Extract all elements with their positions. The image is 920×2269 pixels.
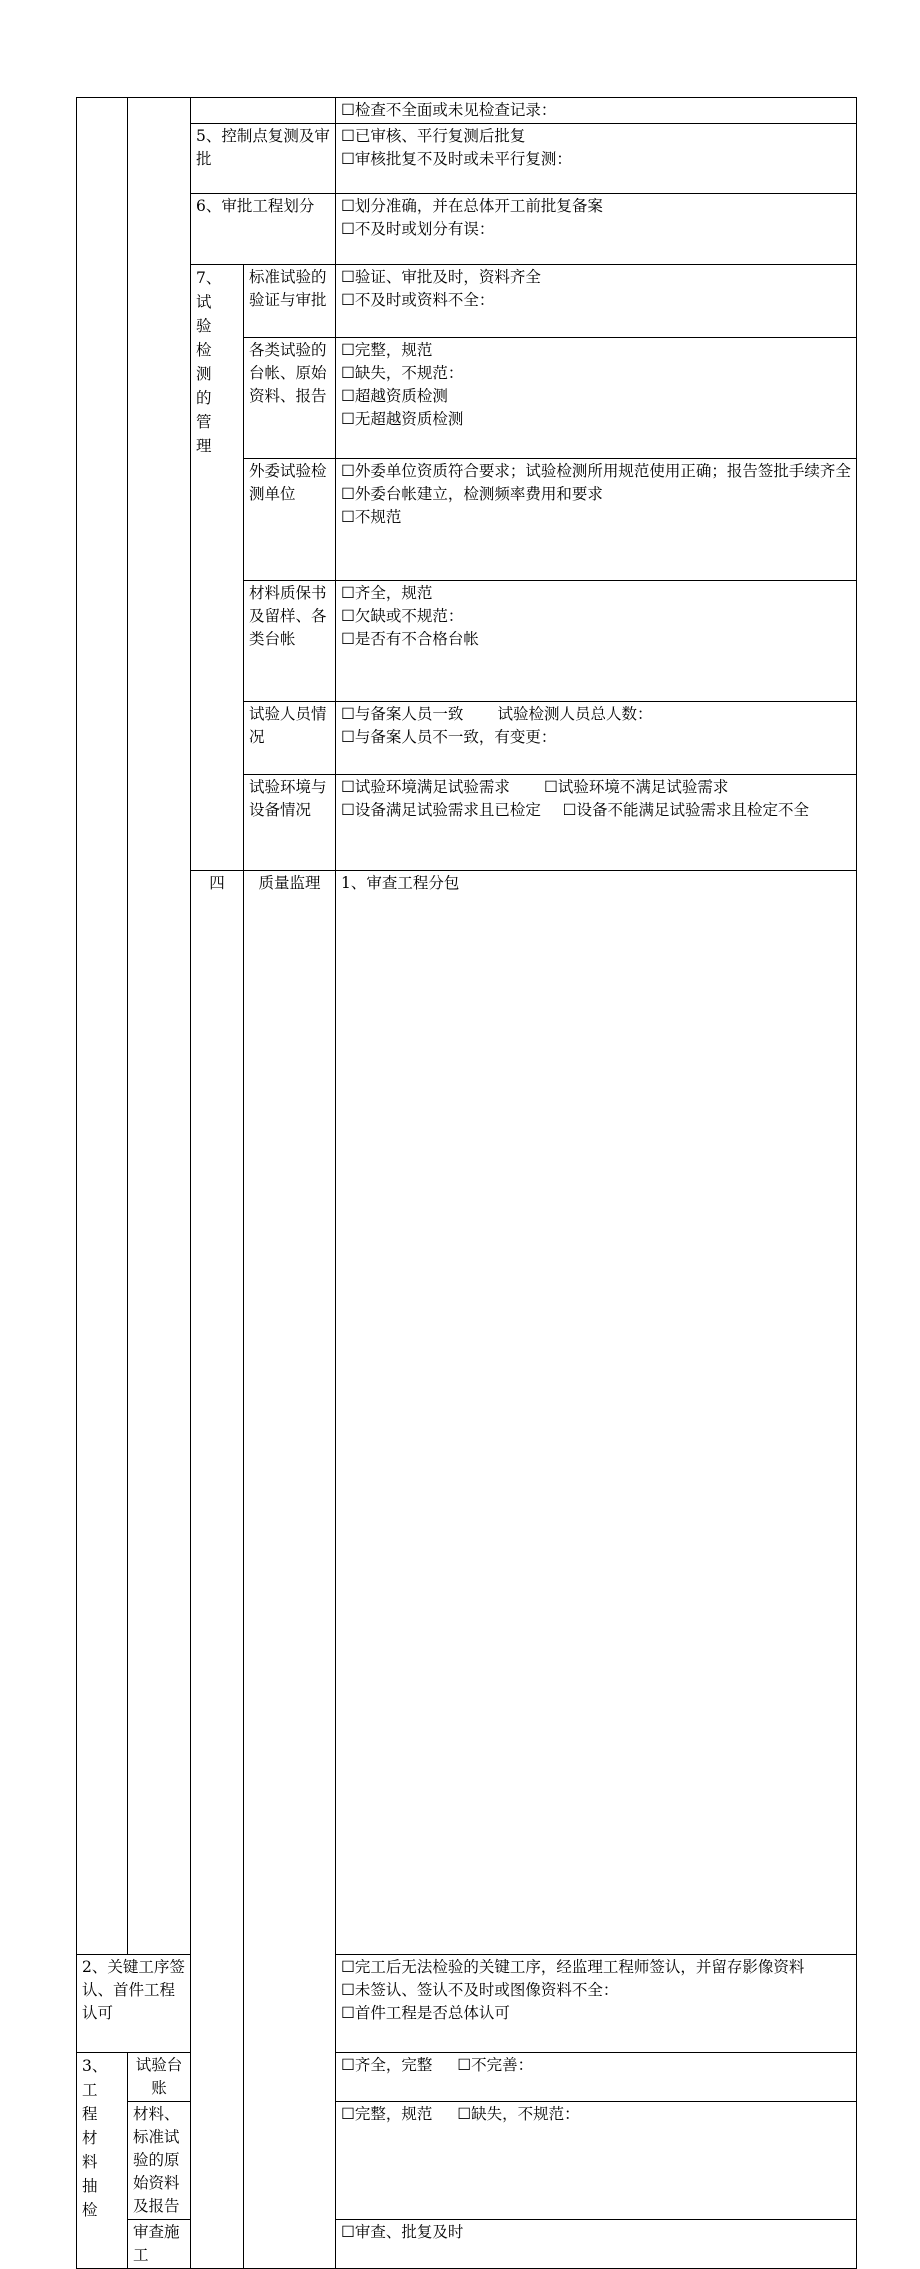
check-option[interactable]: ☐与备案人员一致 [341, 705, 464, 723]
check-option[interactable]: ☐外委单位资质符合要求；试验检测所用规范使用正确；报告签批手续齐全 [341, 462, 851, 480]
check-cell [336, 338, 857, 459]
check-cell [336, 581, 857, 702]
check-option[interactable]: ☐不及时或划分有误： [341, 220, 495, 238]
sub-item-label: 审查施工 [128, 2220, 191, 2269]
inspection-table [76, 97, 857, 2269]
sub-item-label: 材料质保书及留样、各类台帐 [244, 581, 336, 702]
check-cell [336, 702, 857, 775]
section-number: 四 [191, 871, 244, 2269]
check-option[interactable]: ☐不完善： [457, 2056, 534, 2074]
check-option[interactable]: ☐缺失，不规范： [457, 2105, 580, 2123]
check-option[interactable]: ☐审核批复不及时或未平行复测： [341, 150, 572, 168]
check-cell [336, 1955, 857, 2053]
item-label: 2、关键工序签认、首件工程认可 [77, 1955, 191, 2053]
check-option[interactable]: ☐已审核、平行复测后批复 [341, 127, 526, 145]
check-option[interactable]: ☐设备不能满足试验需求且检定不全 [562, 801, 809, 819]
check-option[interactable]: ☐不规范 [341, 508, 402, 526]
check-option[interactable]: ☐外委台帐建立，检测频率费用和要求 [341, 485, 603, 503]
check-option[interactable]: ☐设备满足试验需求且已检定 [341, 801, 541, 819]
check-option[interactable]: ☐不及时或资料不全： [341, 291, 495, 309]
check-cell [336, 124, 857, 194]
group-label: 3、工程材料抽检 [77, 2053, 128, 2269]
check-option[interactable]: ☐划分准确，并在总体开工前批复备案 [341, 197, 603, 215]
sub-item-label: 外委试验检测单位 [244, 459, 336, 581]
check-cell [336, 2102, 857, 2220]
check-option[interactable]: ☐试验环境不满足试验需求 [544, 778, 729, 796]
section-number-cell-empty [77, 98, 128, 1955]
check-option[interactable]: ☐是否有不合格台帐 [341, 630, 479, 648]
check-cell [336, 98, 857, 124]
sub-item-label: 试验人员情况 [244, 702, 336, 775]
check-option[interactable]: ☐齐全，完整 [341, 2056, 433, 2074]
table-row [77, 265, 857, 338]
item-label: 5、控制点复测及审批 [191, 124, 336, 194]
table-row [77, 98, 857, 124]
check-cell [336, 194, 857, 265]
sub-item-label: 试验环境与设备情况 [244, 775, 336, 871]
check-option[interactable]: ☐验证、审批及时，资料齐全 [341, 268, 541, 286]
check-cell [336, 265, 857, 338]
check-option[interactable]: ☐缺失，不规范： [341, 364, 464, 382]
sub-item-label: 各类试验的台帐、原始资料、报告 [244, 338, 336, 459]
check-cell [336, 459, 857, 581]
check-cell [336, 775, 857, 871]
table-row [77, 124, 857, 194]
check-option[interactable]: ☐未签认、签认不及时或图像资料不全： [341, 1981, 619, 1999]
staff-count-label: 试验检测人员总人数： [497, 705, 653, 723]
check-option[interactable]: ☐与备案人员不一致，有变更： [341, 728, 557, 746]
check-cell [336, 2053, 857, 2102]
table-row [77, 194, 857, 265]
sub-item-label: 材料、标准试验的原始资料及报告 [128, 2102, 191, 2220]
check-cell [336, 2220, 857, 2269]
table-row [77, 871, 857, 1955]
category-label: 质量监理 [244, 871, 336, 2269]
sub-item-label: 试验台账 [128, 2053, 191, 2102]
item-cell-empty [191, 98, 336, 124]
check-option[interactable]: ☐超越资质检测 [341, 387, 448, 405]
check-option[interactable]: ☐试验环境满足试验需求 [341, 778, 510, 796]
sub-item-label: 标准试验的验证与审批 [244, 265, 336, 338]
check-option[interactable]: ☐欠缺或不规范： [341, 607, 464, 625]
check-option[interactable]: ☐审查、批复及时 [341, 2223, 464, 2241]
check-option[interactable]: ☐无超越资质检测 [341, 410, 464, 428]
check-option[interactable]: ☐检查不全面或未见检查记录： [341, 101, 557, 119]
check-option[interactable]: ☐齐全，规范 [341, 584, 433, 602]
item-label: 1、审查工程分包 [336, 871, 857, 1955]
item-label: 6、审批工程划分 [191, 194, 336, 265]
check-option[interactable]: ☐首件工程是否总体认可 [341, 2004, 510, 2022]
check-option[interactable]: ☐完整，规范 [341, 341, 433, 359]
check-option[interactable]: ☐完整，规范 [341, 2105, 433, 2123]
category-cell-empty [128, 98, 191, 1955]
check-option[interactable]: ☐完工后无法检验的关键工序，经监理工程师签认，并留存影像资料 [341, 1958, 805, 1976]
group-label: 7、试验检测的管理 [191, 265, 244, 871]
